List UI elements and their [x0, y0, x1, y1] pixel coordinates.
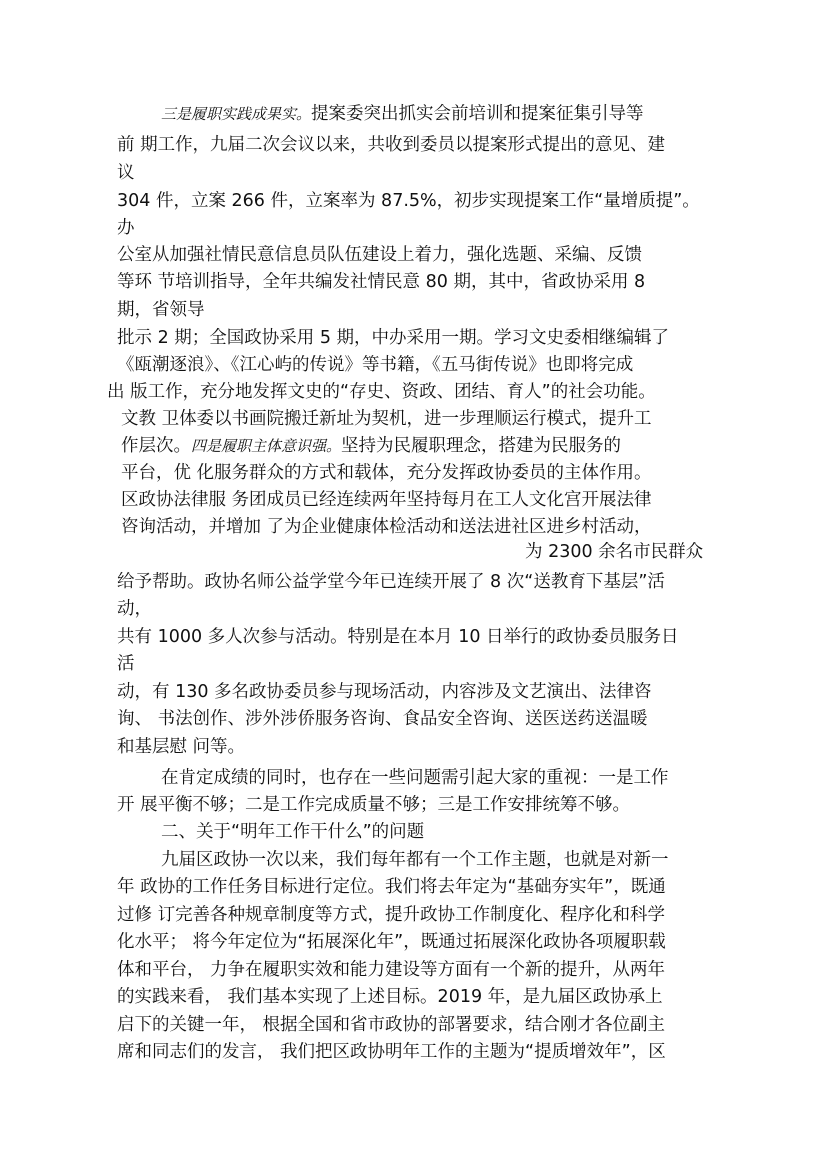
- paragraph-line: [525, 542, 703, 562]
- line-text: 在肯定成绩的同时，也存在一些问题需引起大家的重视：一是工作: [161, 768, 669, 788]
- paragraph-line: [121, 517, 652, 537]
- line-text: 平台，优 化服务群众的方式和载体，充分发挥政协委员的主体作用。: [121, 463, 652, 483]
- line-text: 办: [117, 218, 135, 238]
- paragraph-line: [121, 436, 621, 456]
- paragraph-line: [117, 654, 135, 674]
- paragraph-line: [107, 382, 656, 402]
- line-text: 304 件，立案 266 件，立案率为 87.5%，初步实现提案工作“量增质提”。: [117, 191, 700, 211]
- line-text: 为 2300 余名市民群众: [525, 542, 704, 562]
- paragraph-line: [117, 272, 645, 292]
- line-text: 作层次。: [121, 436, 191, 456]
- paragraph-line: [117, 218, 135, 238]
- paragraph-line: [117, 355, 633, 375]
- paragraph-line: [117, 795, 630, 815]
- line-text: 的实践来看， 我们基本实现了上述目标。2019 年，是九届区政协承上: [117, 987, 663, 1007]
- italic-lead: 三是履职实践成果实。: [161, 105, 312, 123]
- line-text: 体和平台， 力争在履职实效和能力建设等方面有一个新的提升，从两年: [117, 960, 666, 980]
- paragraph-line: [117, 932, 666, 952]
- line-text: 和基层慰 问等。: [117, 737, 246, 757]
- line-text: 出 版工作，充分地发挥文史的“存史、资政、团结、育人”的社会功能。: [107, 382, 656, 402]
- line-text: 共有 1000 多人次参与活动。特别是在本月 10 日举行的政协委员服务日: [117, 627, 679, 647]
- line-text: 公室从加强社情民意信息员队伍建设上着力，强化选题、采编、反馈: [117, 245, 642, 265]
- line-text: 咨询活动，并增加 了为企业健康体检活动和送法进社区进乡村活动，: [121, 517, 652, 537]
- line-text: 二、关于“明年工作干什么”的问题: [161, 822, 425, 842]
- paragraph-line: [161, 768, 669, 788]
- line-text: 提案委突出抓实会前培训和提案征集引导等: [311, 104, 644, 124]
- paragraph-line: [117, 191, 700, 211]
- paragraph-line: [117, 877, 666, 897]
- paragraph-line: [121, 409, 652, 429]
- line-text: 前 期工作，九届二次会议以来，共收到委员以提案形式提出的意见、建: [117, 135, 666, 155]
- paragraph-line: [161, 104, 644, 124]
- paragraph-line: [117, 627, 679, 647]
- paragraph-line: [121, 463, 652, 483]
- paragraph-line: [117, 300, 205, 320]
- line-text: 动，: [117, 599, 152, 619]
- paragraph-line: [117, 572, 665, 592]
- line-text: 《瓯潮逐浪》、《江心屿的传说》等书籍，《五马街传说》也即将完成: [117, 355, 634, 375]
- line-text: 启下的关键一年， 根据全国和省市政协的部署要求，结合刚才各位副主: [117, 1015, 666, 1035]
- section-heading: [161, 822, 424, 842]
- line-text: 询、 书法创作、涉外涉侨服务咨询、食品安全咨询、送医送药送温暖: [117, 709, 648, 729]
- line-text: 给予帮助。政协名师公益学堂今年已连续开展了 8 次“送教育下基层”活: [117, 572, 665, 592]
- paragraph-line: [117, 682, 652, 702]
- line-text: 坚持为民履职理念，搭建为民服务的: [341, 436, 622, 456]
- paragraph-line: [117, 905, 665, 925]
- line-text: 期，省领导: [117, 300, 205, 320]
- paragraph-line: [161, 850, 669, 870]
- line-text: 化水平； 将今年定位为“拓展深化年”，既通过拓展深化政协各项履职载: [117, 932, 666, 952]
- paragraph-line: [117, 599, 152, 619]
- paragraph-line: [117, 960, 665, 980]
- line-text: 席和同志们的发言， 我们把区政协明年工作的主题为“提质增效年”，区: [117, 1042, 666, 1062]
- paragraph-line: [117, 1042, 666, 1062]
- paragraph-line: [121, 490, 652, 510]
- line-text: 开 展平衡不够；二是工作完成质量不够；三是工作安排统筹不够。: [117, 795, 631, 815]
- line-text: 动，有 130 多名政协委员参与现场活动，内容涉及文艺演出、法律咨: [117, 682, 652, 702]
- line-text: 过修 订完善各种规章制度等方式，提升政协工作制度化、程序化和科学: [117, 905, 666, 925]
- line-text: 年 政协的工作任务目标进行定位。我们将去年定为“基础夯实年”，既通: [117, 877, 666, 897]
- line-text: 等环 节培训指导，全年共编发社情民意 80 期，其中，省政协采用 8: [117, 272, 646, 292]
- paragraph-line: [117, 737, 245, 757]
- line-text: 议: [117, 163, 135, 183]
- paragraph-line: [117, 163, 135, 183]
- paragraph-line: [117, 1015, 665, 1035]
- paragraph-line: [117, 987, 663, 1007]
- line-text: 九届区政协一次以来，我们每年都有一个工作主题，也就是对新一: [161, 850, 669, 870]
- paragraph-line: [117, 245, 642, 265]
- line-text: 文教 卫体委以书画院搬迁新址为契机，进一步理顺运行模式，提升工: [121, 409, 652, 429]
- line-text: 批示 2 期；全国政协采用 5 期，中办采用一期。学习文史委相继编辑了: [117, 328, 670, 348]
- line-text: 区政协法律服 务团成员已经连续两年坚持每月在工人文化宫开展法律: [121, 490, 652, 510]
- paragraph-line: [117, 328, 669, 348]
- line-text: 活: [117, 654, 135, 674]
- paragraph-line: [117, 709, 648, 729]
- paragraph-line: [117, 135, 665, 155]
- italic-lead: 四是履职主体意识强。: [191, 437, 342, 455]
